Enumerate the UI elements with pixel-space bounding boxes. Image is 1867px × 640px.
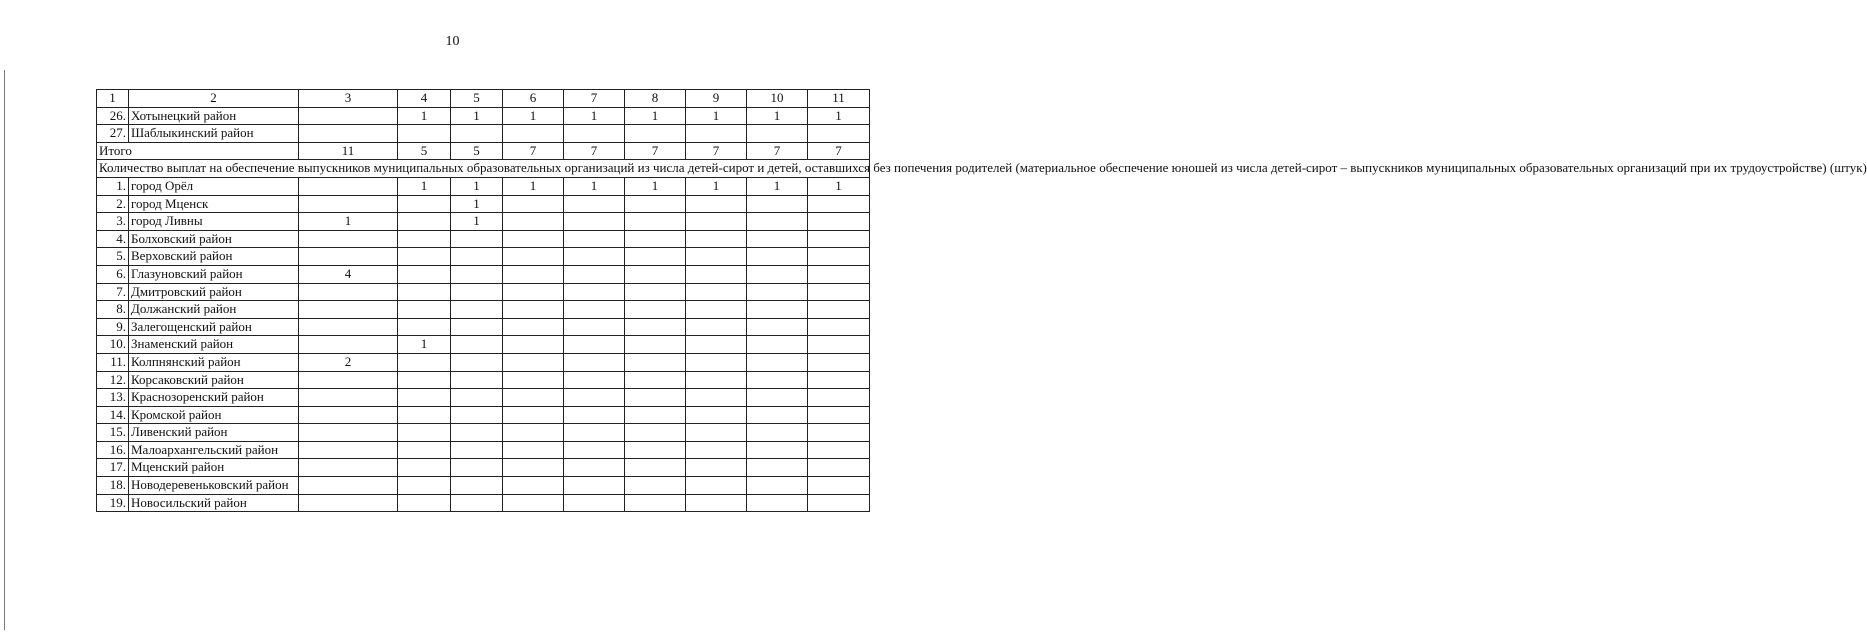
value-cell — [503, 318, 564, 336]
value-cell: 1 — [451, 195, 503, 213]
value-cell — [564, 248, 625, 266]
value-cell — [299, 371, 398, 389]
column-number: 4 — [398, 90, 451, 108]
value-cell — [299, 441, 398, 459]
value-cell — [451, 389, 503, 407]
district-name: город Мценск — [129, 195, 299, 213]
district-name: Болховский район — [129, 230, 299, 248]
value-cell — [747, 389, 808, 407]
value-cell — [503, 441, 564, 459]
table-row — [97, 424, 870, 442]
value-cell — [451, 459, 503, 477]
total-value: 7 — [564, 142, 625, 160]
table-row — [97, 389, 870, 407]
value-cell: 1 — [398, 107, 451, 125]
table-row — [97, 459, 870, 477]
value-cell — [503, 248, 564, 266]
value-cell — [299, 494, 398, 512]
value-cell — [747, 477, 808, 495]
value-cell — [808, 213, 870, 231]
value-cell — [747, 459, 808, 477]
value-cell — [299, 459, 398, 477]
row-number: 9. — [97, 318, 129, 336]
value-cell — [808, 248, 870, 266]
value-cell — [398, 406, 451, 424]
value-cell — [503, 494, 564, 512]
column-number: 9 — [686, 90, 747, 108]
value-cell — [503, 477, 564, 495]
value-cell — [503, 406, 564, 424]
value-cell — [564, 230, 625, 248]
value-cell — [398, 283, 451, 301]
value-cell — [686, 230, 747, 248]
value-cell — [451, 230, 503, 248]
value-cell — [686, 336, 747, 354]
table-row — [97, 353, 870, 371]
value-cell — [747, 248, 808, 266]
row-number: 1. — [97, 177, 129, 195]
table-row — [97, 230, 870, 248]
row-number: 5. — [97, 248, 129, 266]
value-cell — [451, 371, 503, 389]
value-cell — [451, 125, 503, 143]
value-cell — [686, 265, 747, 283]
value-cell — [747, 230, 808, 248]
row-number: 27. — [97, 125, 129, 143]
value-cell — [451, 336, 503, 354]
value-cell — [564, 213, 625, 231]
value-cell — [503, 301, 564, 319]
value-cell — [625, 318, 686, 336]
value-cell — [398, 318, 451, 336]
row-number: 17. — [97, 459, 129, 477]
value-cell — [686, 494, 747, 512]
value-cell — [686, 353, 747, 371]
value-cell — [625, 301, 686, 319]
value-cell — [564, 441, 625, 459]
row-number: 19. — [97, 494, 129, 512]
value-cell — [625, 125, 686, 143]
value-cell — [808, 441, 870, 459]
table-row — [97, 265, 870, 283]
value-cell — [686, 195, 747, 213]
table-row — [97, 494, 870, 512]
value-cell — [808, 301, 870, 319]
value-cell — [564, 459, 625, 477]
table-row — [97, 125, 870, 143]
table-row — [97, 248, 870, 266]
value-cell — [451, 318, 503, 336]
value-cell — [398, 441, 451, 459]
table-row — [97, 283, 870, 301]
row-number: 2. — [97, 195, 129, 213]
value-cell — [747, 265, 808, 283]
column-number: 10 — [747, 90, 808, 108]
value-cell — [299, 248, 398, 266]
value-cell — [451, 283, 503, 301]
value-cell — [747, 371, 808, 389]
value-cell — [564, 265, 625, 283]
value-cell — [398, 213, 451, 231]
value-cell — [564, 371, 625, 389]
value-cell: 1 — [686, 177, 747, 195]
value-cell — [625, 371, 686, 389]
value-cell — [299, 125, 398, 143]
total-row — [97, 142, 870, 160]
value-cell — [808, 371, 870, 389]
value-cell — [686, 459, 747, 477]
value-cell — [808, 195, 870, 213]
value-cell — [398, 353, 451, 371]
district-name: Знаменский район — [129, 336, 299, 354]
value-cell — [625, 406, 686, 424]
value-cell: 1 — [451, 107, 503, 125]
value-cell: 1 — [503, 177, 564, 195]
value-cell — [625, 336, 686, 354]
page-number: 10 — [445, 34, 460, 49]
value-cell — [503, 459, 564, 477]
row-number: 26. — [97, 107, 129, 125]
row-number: 15. — [97, 424, 129, 442]
total-label: Итого — [97, 142, 299, 160]
value-cell — [747, 283, 808, 301]
value-cell — [625, 195, 686, 213]
column-number: 6 — [503, 90, 564, 108]
table-row — [97, 371, 870, 389]
district-name: Мценский район — [129, 459, 299, 477]
district-name: Дмитровский район — [129, 283, 299, 301]
column-number: 3 — [299, 90, 398, 108]
value-cell — [398, 494, 451, 512]
value-cell — [398, 195, 451, 213]
total-value: 7 — [747, 142, 808, 160]
value-cell — [808, 125, 870, 143]
value-cell — [808, 230, 870, 248]
value-cell: 1 — [564, 107, 625, 125]
value-cell — [686, 248, 747, 266]
value-cell: 1 — [564, 177, 625, 195]
value-cell — [398, 265, 451, 283]
value-cell — [686, 213, 747, 231]
district-name: город Ливны — [129, 213, 299, 231]
row-number: 13. — [97, 389, 129, 407]
table-row — [97, 213, 870, 231]
row-number: 7. — [97, 283, 129, 301]
column-number: 2 — [129, 90, 299, 108]
value-cell — [686, 283, 747, 301]
value-cell — [747, 125, 808, 143]
value-cell — [625, 459, 686, 477]
column-number: 5 — [451, 90, 503, 108]
value-cell — [564, 283, 625, 301]
value-cell — [451, 494, 503, 512]
value-cell: 1 — [625, 177, 686, 195]
value-cell — [299, 406, 398, 424]
value-cell — [398, 477, 451, 495]
total-value: 11 — [299, 142, 398, 160]
value-cell — [451, 441, 503, 459]
row-number: 16. — [97, 441, 129, 459]
district-name: Должанский район — [129, 301, 299, 319]
value-cell — [299, 424, 398, 442]
value-cell — [564, 195, 625, 213]
value-cell — [808, 494, 870, 512]
value-cell — [451, 353, 503, 371]
value-cell — [808, 353, 870, 371]
value-cell: 1 — [747, 177, 808, 195]
value-cell: 1 — [451, 177, 503, 195]
district-name: Краснозоренский район — [129, 389, 299, 407]
value-cell — [686, 389, 747, 407]
value-cell: 1 — [398, 177, 451, 195]
table-row — [97, 318, 870, 336]
value-cell — [299, 389, 398, 407]
value-cell — [299, 230, 398, 248]
row-number: 3. — [97, 213, 129, 231]
value-cell — [398, 125, 451, 143]
total-value: 5 — [398, 142, 451, 160]
value-cell — [451, 248, 503, 266]
total-value: 7 — [503, 142, 564, 160]
value-cell — [564, 125, 625, 143]
total-value: 5 — [451, 142, 503, 160]
value-cell — [747, 424, 808, 442]
value-cell: 1 — [451, 213, 503, 231]
value-cell — [398, 248, 451, 266]
value-cell — [625, 477, 686, 495]
value-cell — [686, 125, 747, 143]
value-cell — [808, 477, 870, 495]
value-cell: 2 — [299, 353, 398, 371]
value-cell — [503, 389, 564, 407]
row-number: 11. — [97, 353, 129, 371]
value-cell — [625, 283, 686, 301]
value-cell — [299, 195, 398, 213]
table-row — [97, 177, 870, 195]
value-cell — [686, 371, 747, 389]
row-number: 12. — [97, 371, 129, 389]
value-cell: 4 — [299, 265, 398, 283]
value-cell — [564, 336, 625, 354]
value-cell — [686, 406, 747, 424]
value-cell — [625, 494, 686, 512]
table-row — [97, 107, 870, 125]
district-name: Хотынецкий район — [129, 107, 299, 125]
value-cell — [808, 424, 870, 442]
value-cell — [564, 477, 625, 495]
value-cell — [808, 265, 870, 283]
value-cell: 1 — [503, 107, 564, 125]
value-cell: 1 — [398, 336, 451, 354]
value-cell — [503, 230, 564, 248]
value-cell — [564, 494, 625, 512]
value-cell: 1 — [808, 177, 870, 195]
value-cell — [299, 177, 398, 195]
district-name: Залегощенский район — [129, 318, 299, 336]
district-name: Малоархангельский район — [129, 441, 299, 459]
district-name: Ливенский район — [129, 424, 299, 442]
district-name: Шаблыкинский район — [129, 125, 299, 143]
row-number: 4. — [97, 230, 129, 248]
table-body — [97, 90, 1867, 512]
value-cell — [808, 283, 870, 301]
value-cell — [686, 424, 747, 442]
value-cell — [299, 477, 398, 495]
district-name: Новодеревеньковский район — [129, 477, 299, 495]
row-number: 10. — [97, 336, 129, 354]
value-cell — [564, 353, 625, 371]
row-number: 8. — [97, 301, 129, 319]
column-number: 11 — [808, 90, 870, 108]
value-cell: 1 — [625, 107, 686, 125]
page-edge-line — [4, 70, 5, 630]
value-cell — [747, 336, 808, 354]
table-row — [97, 406, 870, 424]
value-cell — [564, 389, 625, 407]
value-cell — [503, 283, 564, 301]
value-cell — [503, 424, 564, 442]
district-name: Новосильский район — [129, 494, 299, 512]
value-cell — [625, 441, 686, 459]
value-cell: 1 — [686, 107, 747, 125]
section-title: Количество выплат на обеспечение выпускников муниципальных образовательных организаций из числа детей-сирот и детей, оставшихся без попечения родителей (материальное обеспечение юношей из числа детей-сирот – выпускников муниципальных образовательных организаций при их трудоустройстве) (штук) — [97, 160, 870, 178]
district-name: Колпнянский район — [129, 353, 299, 371]
value-cell — [398, 371, 451, 389]
value-cell — [625, 248, 686, 266]
value-cell — [398, 424, 451, 442]
column-number: 1 — [97, 90, 129, 108]
value-cell — [625, 353, 686, 371]
total-value: 7 — [808, 142, 870, 160]
value-cell — [808, 406, 870, 424]
value-cell — [451, 424, 503, 442]
value-cell — [299, 301, 398, 319]
value-cell — [451, 406, 503, 424]
table-row — [97, 195, 870, 213]
value-cell — [299, 283, 398, 301]
row-number: 18. — [97, 477, 129, 495]
value-cell — [808, 336, 870, 354]
value-cell — [747, 441, 808, 459]
value-cell — [686, 318, 747, 336]
district-name: Корсаковский район — [129, 371, 299, 389]
value-cell — [503, 371, 564, 389]
value-cell — [451, 477, 503, 495]
value-cell — [808, 318, 870, 336]
value-cell — [625, 265, 686, 283]
row-number: 6. — [97, 265, 129, 283]
value-cell — [451, 301, 503, 319]
value-cell — [686, 441, 747, 459]
table-row — [97, 477, 870, 495]
value-cell — [503, 213, 564, 231]
value-cell — [747, 406, 808, 424]
table-row — [97, 301, 870, 319]
value-cell — [747, 195, 808, 213]
value-cell — [398, 389, 451, 407]
value-cell — [564, 318, 625, 336]
value-cell — [503, 195, 564, 213]
value-cell — [503, 353, 564, 371]
value-cell — [747, 318, 808, 336]
row-number: 14. — [97, 406, 129, 424]
value-cell: 1 — [808, 107, 870, 125]
district-name: Кромской район — [129, 406, 299, 424]
value-cell — [299, 318, 398, 336]
value-cell: 1 — [299, 213, 398, 231]
value-cell — [747, 213, 808, 231]
value-cell — [625, 230, 686, 248]
payments-table — [96, 89, 1867, 512]
value-cell: 1 — [747, 107, 808, 125]
value-cell — [299, 336, 398, 354]
value-cell — [451, 265, 503, 283]
value-cell — [564, 424, 625, 442]
value-cell — [808, 389, 870, 407]
district-name: Верховский район — [129, 248, 299, 266]
column-number: 8 — [625, 90, 686, 108]
value-cell — [625, 424, 686, 442]
column-number: 7 — [564, 90, 625, 108]
total-value: 7 — [686, 142, 747, 160]
value-cell — [808, 459, 870, 477]
value-cell — [503, 265, 564, 283]
section-row — [97, 160, 870, 178]
value-cell — [625, 389, 686, 407]
value-cell — [747, 353, 808, 371]
header-row — [97, 90, 870, 108]
value-cell — [747, 301, 808, 319]
value-cell — [686, 477, 747, 495]
value-cell — [398, 459, 451, 477]
value-cell — [564, 406, 625, 424]
value-cell — [564, 301, 625, 319]
value-cell — [747, 494, 808, 512]
value-cell — [398, 230, 451, 248]
district-name: Глазуновский район — [129, 265, 299, 283]
value-cell — [398, 301, 451, 319]
value-cell — [503, 125, 564, 143]
table-row — [97, 441, 870, 459]
value-cell — [686, 301, 747, 319]
value-cell — [299, 107, 398, 125]
district-name: город Орёл — [129, 177, 299, 195]
total-value: 7 — [625, 142, 686, 160]
value-cell — [503, 336, 564, 354]
value-cell — [625, 213, 686, 231]
table-row — [97, 336, 870, 354]
